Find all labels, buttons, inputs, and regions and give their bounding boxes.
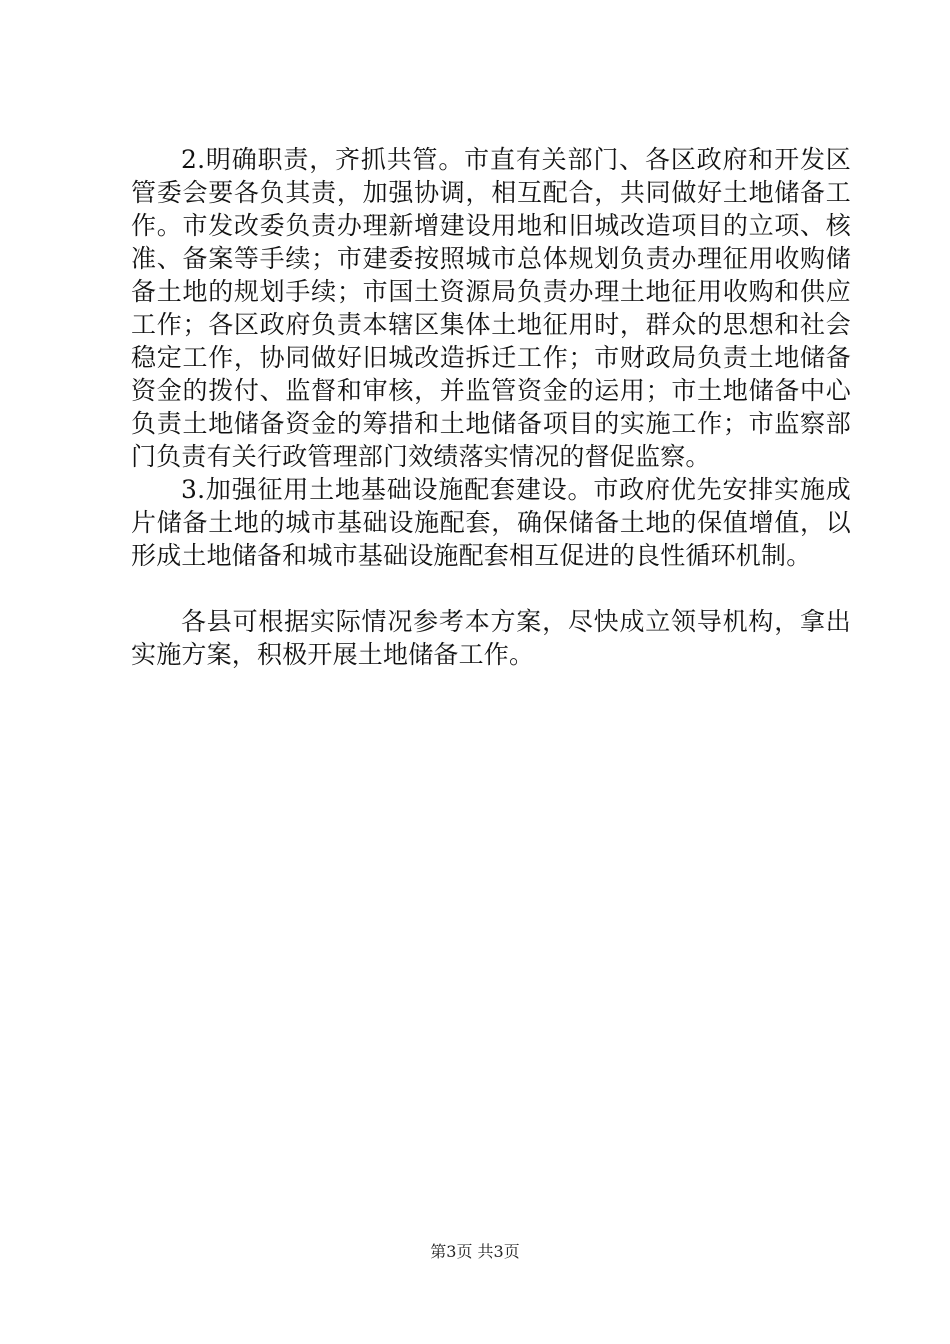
paragraph-responsibilities: 2.明确职责，齐抓共管。市直有关部门、各区政府和开发区管委会要各负其责，加强协调，相互配合，共同做好土地储备工作。市发改委负责办理新增建设用地和旧城改造项目的立项、核准、备案等手续；市建委按照城市总体规划负责办理征用收购储备土地的规划手续；市国土资源局负责办理土地征用收购和供应工作；各区政府负责本辖区集体土地征用时，群众的思想和社会稳定工作，协同做好旧城改造拆迁工作；市财政局负责土地储备资金的拨付、监督和审核，并监管资金的运用；市土地储备中心负责土地储备资金的筹措和土地储备项目的实施工作；市监察部门负责有关行政管理部门效绩落实情况的督促监察。 [131, 145, 851, 471]
document-body [131, 143, 851, 671]
page-number-footer: 第3页 共3页 [430, 1242, 520, 1261]
paragraph-closing-note: 各县可根据实际情况参考本方案，尽快成立领导机构，拿出实施方案，积极开展土地储备工作。 [131, 607, 851, 669]
paragraph-infrastructure: 3.加强征用土地基础设施配套建设。市政府优先安排实施成片储备土地的城市基础设施配套，确保储备土地的保值增值，以形成土地储备和城市基础设施配套相互促进的良性循环机制。 [131, 475, 851, 570]
